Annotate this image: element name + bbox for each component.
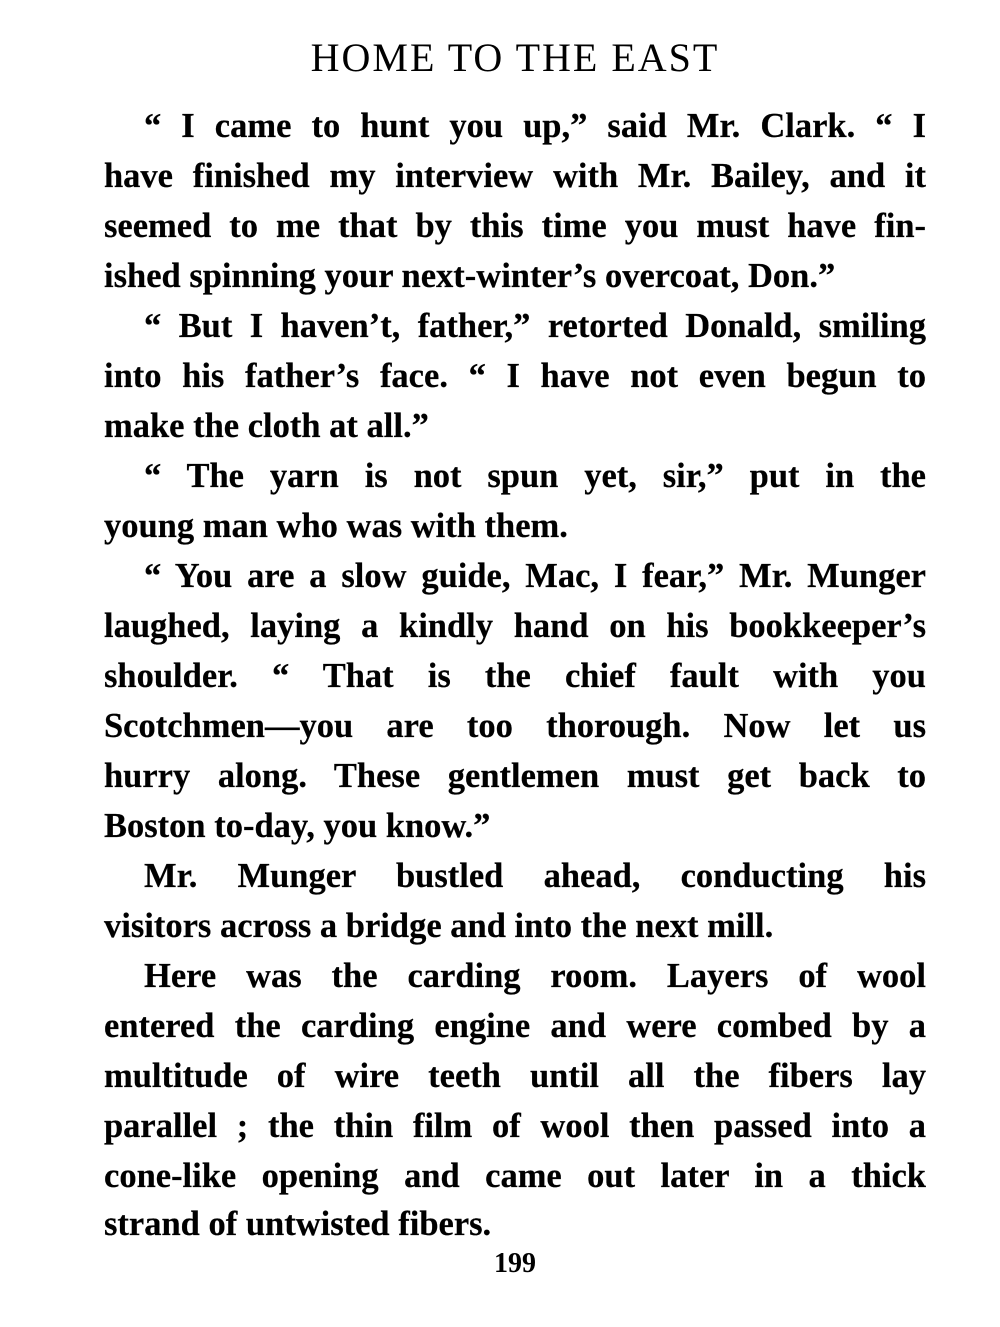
- text-line: “ The yarn is not spun yet, sir,” put in the: [144, 457, 926, 495]
- text-line: hurry along. These gentlemen must get back to: [104, 757, 926, 795]
- text-line: “ I came to hunt you up,” said Mr. Clark. “ I: [144, 107, 926, 145]
- text-line: strand of untwisted fibers.: [104, 1205, 492, 1243]
- text-line: Boston to-day, you know.”: [104, 807, 491, 845]
- text-line: “ You are a slow guide, Mac, I fear,” Mr. Munger: [144, 557, 926, 595]
- text-line: young man who was with them.: [104, 507, 568, 545]
- text-line: parallel ; the thin film of wool then passed into a: [104, 1107, 926, 1145]
- text-line: ished spinning your next-winter’s overcoat, Don.”: [104, 257, 836, 295]
- text-line: visitors across a bridge and into the next mill.: [104, 907, 774, 945]
- text-line: Mr. Munger bustled ahead, conducting his: [144, 857, 926, 895]
- text-line: laughed, laying a kindly hand on his bookkeeper’s: [104, 607, 926, 645]
- text-line: make the cloth at all.”: [104, 407, 429, 445]
- text-line: seemed to me that by this time you must have fin-: [104, 207, 926, 245]
- text-line: cone-like opening and came out later in a thick: [104, 1157, 926, 1195]
- text-line: multitude of wire teeth until all the fibers lay: [104, 1057, 926, 1095]
- text-line: “ But I haven’t, father,” retorted Donald, smiling: [144, 307, 926, 345]
- text-line: Here was the carding room. Layers of wool: [144, 957, 926, 995]
- text-line: entered the carding engine and were combed by a: [104, 1007, 926, 1045]
- page-number: 199: [494, 1248, 536, 1279]
- text-line: into his father’s face. “ I have not even begun to: [104, 357, 926, 395]
- text-line: shoulder. “ That is the chief fault with you: [104, 657, 926, 695]
- running-head: HOME TO THE EAST: [310, 35, 720, 80]
- text-line: Scotchmen—you are too thorough. Now let us: [104, 707, 926, 745]
- text-line: have finished my interview with Mr. Bailey, and it: [104, 157, 926, 195]
